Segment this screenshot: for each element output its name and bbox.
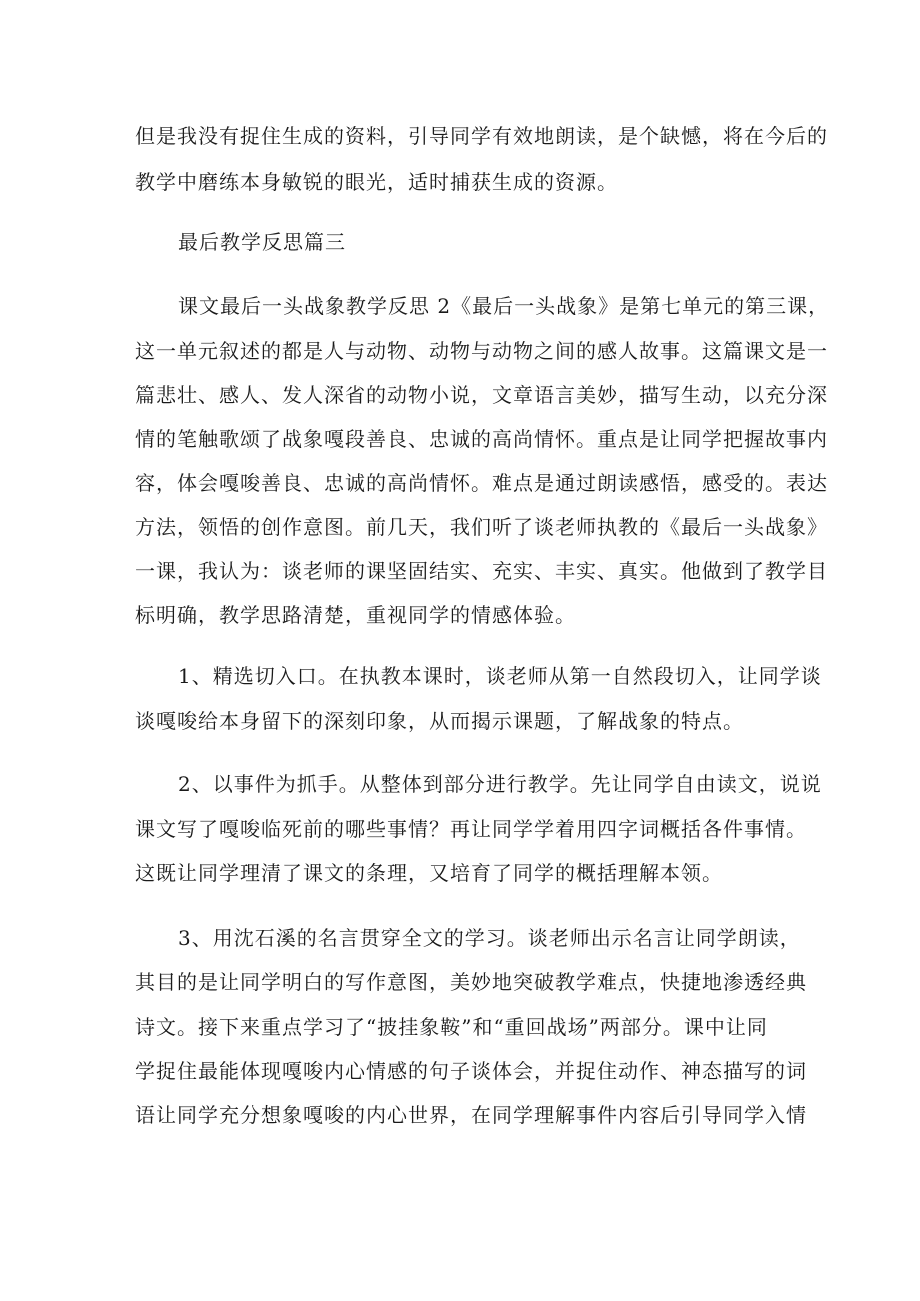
list-item-line: 谈嘎唆给本身留下的深刻印象，从而揭示课题，了解战象的特点。 [135,709,744,733]
list-item-line: 其目的是让同学明白的写作意图，美妙地突破教学难点，快捷地渗透经典 [135,970,807,994]
paragraph-line: 容，体会嘎唆善良、忠诚的高尚情怀。难点是通过朗读感悟，感受的。表达 [135,471,828,495]
list-item-line: 语让同学充分想象嘎唆的内心世界，在同学理解事件内容后引导同学入情 [135,1103,807,1127]
paragraph-line: 一课，我认为：谈老师的课坚固结实、充实、丰实、真实。他做到了教学目 [135,559,828,583]
list-item-line: 课文写了嘎唆临死前的哪些事情？再让同学学着用四字词概括各件事情。 [135,817,807,841]
list-item-line: 诗文。接下来重点学习了“披挂象鞍”和“重回战场”两部分。课中让同 [135,1015,768,1039]
section-heading: 最后教学反思篇三 [178,230,346,254]
paragraph-line: 这一单元叙述的都是人与动物、动物与动物之间的感人故事。这篇课文是一 [135,339,828,363]
paragraph-line: 篇悲壮、感人、发人深省的动物小说，文章语言美妙，描写生动，以充分深 [135,383,828,407]
list-item-line: 3、用沈石溪的名言贯穿全文的学习。谈老师出示名言让同学朗读， [178,926,801,950]
paragraph-line: 标明确，教学思路清楚，重视同学的情感体验。 [135,603,576,627]
list-item-line: 2、以事件为抓手。从整体到部分进行教学。先让同学自由读文，说说 [178,772,822,796]
paragraph-line: 但是我没有捉住生成的资料，引导同学有效地朗读，是个缺憾，将在今后的 [135,124,828,148]
list-item-line: 学捉住最能体现嘎唆内心情感的句子谈体会，并捉住动作、神态描写的词 [135,1059,807,1083]
paragraph-line: 教学中磨练本身敏锐的眼光，适时捕获生成的资源。 [135,170,618,194]
list-item-line: 1、精选切入口。在执教本课时，谈老师从第一自然段切入，让同学谈 [178,664,822,688]
paragraph-line: 课文最后一头战象教学反思 2《最后一头战象》是第七单元的第三课， [178,294,830,318]
paragraph-line: 情的笔触歌颂了战象嘎段善良、忠诚的高尚情怀。重点是让同学把握故事内 [135,427,828,451]
paragraph-line: 方法，领悟的创作意图。前几天，我们听了谈老师执教的《最后一头战象》 [135,515,828,539]
list-item-line: 这既让同学理清了课文的条理，又培育了同学的概括理解本领。 [135,861,723,885]
